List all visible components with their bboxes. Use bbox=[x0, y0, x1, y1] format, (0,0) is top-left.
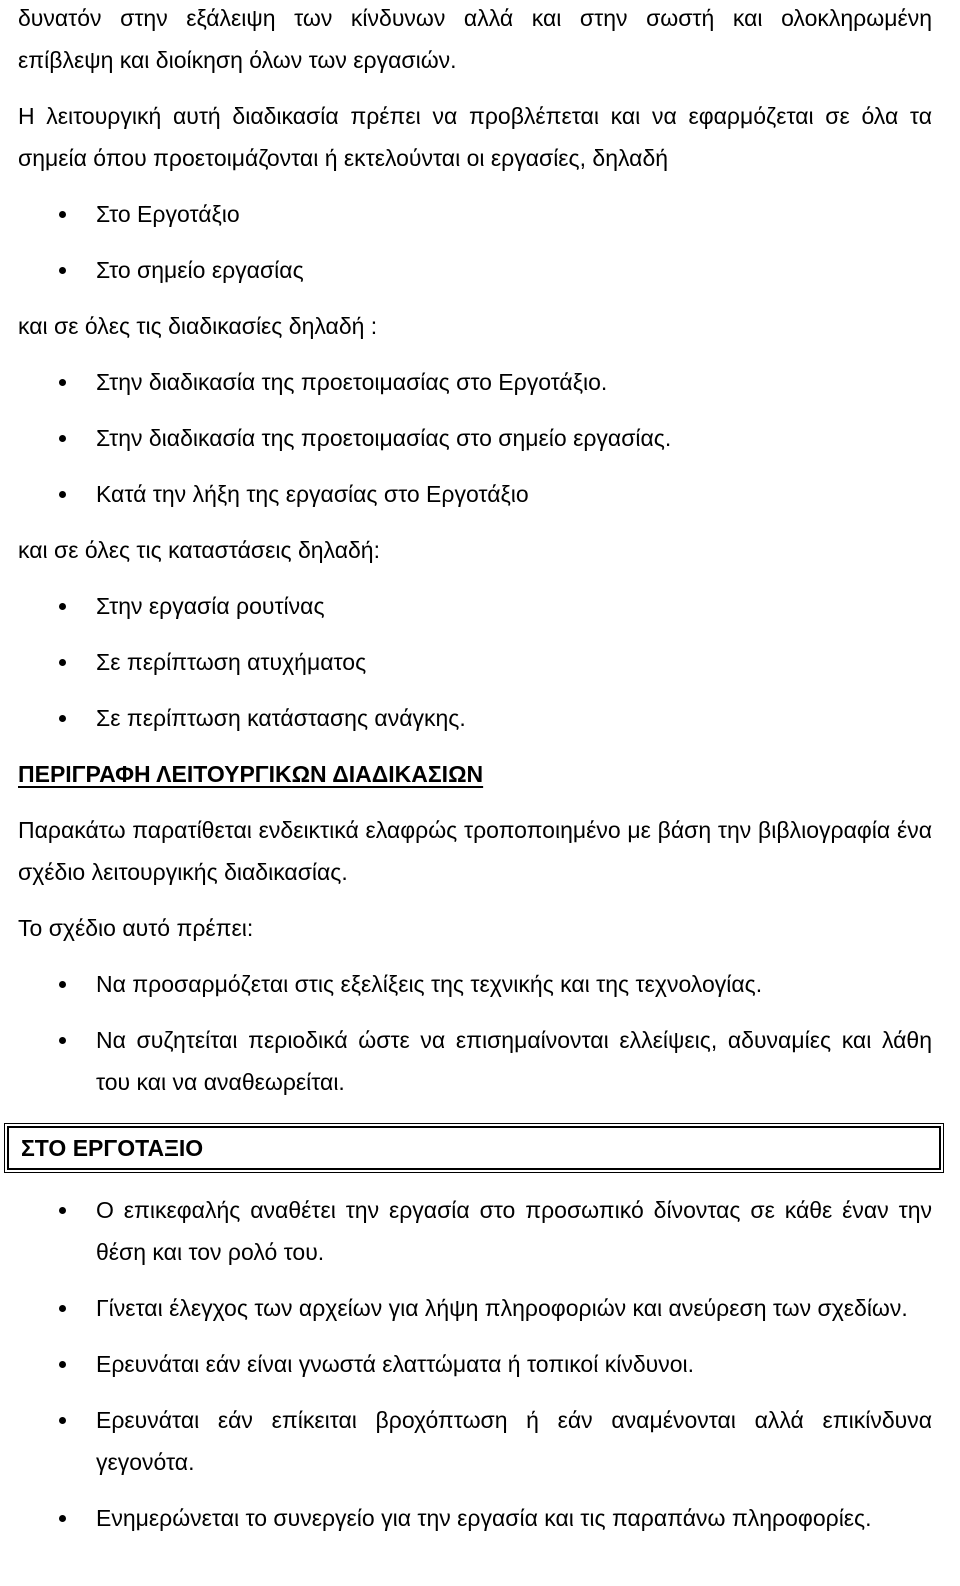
situations-list bbox=[18, 585, 932, 739]
bullet-icon bbox=[59, 267, 66, 274]
situations-intro: και σε όλες τις καταστάσεις δηλαδή: bbox=[18, 537, 380, 563]
plan-intro: Το σχέδιο αυτό πρέπει: bbox=[18, 915, 254, 941]
list-item: Στο Εργοτάξιο bbox=[18, 193, 932, 235]
site-list bbox=[18, 1189, 932, 1539]
list-item: Στην διαδικασία της προετοιμασίας στο Εργοτάξιο. bbox=[18, 361, 932, 403]
intro-line-1: δυνατόν στην εξάλειψη των κίνδυνων αλλά και στην σωστή και ολοκληρωμένη bbox=[18, 5, 932, 31]
paragraph-points: Η λειτουργική αυτή διαδικασία πρέπει να προβλέπεται και να εφαρμόζεται σε όλα τα σημεία όπου προετοιμάζονται ή εκτελούνται οι εργασίες, δηλαδή bbox=[18, 103, 932, 171]
intro-line-2: επίβλεψη και διοίκηση όλων των εργασιών. bbox=[18, 47, 457, 73]
bullet-icon bbox=[59, 1037, 66, 1044]
section-paragraph: Παρακάτω παρατίθεται ενδεικτικά ελαφρώς τροποποιημένο με βάση την βιβλιογραφία ένα σχέδιο λειτουργικής διαδικασίας. bbox=[18, 817, 932, 885]
bullet-icon bbox=[59, 1207, 66, 1214]
list-item: Ερευνάται εάν είναι γνωστά ελαττώματα ή τοπικοί κίνδυνοι. bbox=[18, 1343, 932, 1385]
section-heading: ΠΕΡΙΓΡΑΦΗ ΛΕΙΤΟΥΡΓΙΚΩΝ ΔΙΑΔΙΚΑΣΙΩΝ bbox=[18, 761, 484, 787]
list-item: Σε περίπτωση ατυχήματος bbox=[18, 641, 932, 683]
bullet-icon bbox=[59, 1361, 66, 1368]
bullet-icon bbox=[59, 715, 66, 722]
list-item: Ο επικεφαλής αναθέτει την εργασία στο προσωπικό δίνοντας σε κάθε έναν την θέση και τον ρολό του. bbox=[18, 1189, 932, 1273]
bullet-icon bbox=[59, 1515, 66, 1522]
list-item: Γίνεται έλεγχος των αρχείων για λήψη πληροφοριών και ανεύρεση των σχεδίων. bbox=[18, 1287, 932, 1329]
bullet-icon bbox=[59, 491, 66, 498]
list-item: Στο σημείο εργασίας bbox=[18, 249, 932, 291]
list-item: Στην εργασία ρουτίνας bbox=[18, 585, 932, 627]
bullet-icon bbox=[59, 981, 66, 988]
list-item: Να προσαρμόζεται στις εξελίξεις της τεχνικής και της τεχνολογίας. bbox=[18, 963, 932, 1005]
list-item: Να συζητείται περιοδικά ώστε να επισημαίνονται ελλείψεις, αδυναμίες και λάθη του και να αναθεωρείται. bbox=[18, 1019, 932, 1103]
procedures-intro: και σε όλες τις διαδικασίες δηλαδή : bbox=[18, 313, 378, 339]
list-item: Στην διαδικασία της προετοιμασίας στο σημείο εργασίας. bbox=[18, 417, 932, 459]
document-page bbox=[18, 0, 932, 1539]
list-item: Ενημερώνεται το συνεργείο για την εργασία και τις παραπάνω πληροφορίες. bbox=[18, 1497, 932, 1539]
list-item: Ερευνάται εάν επίκειται βροχόπτωση ή εάν αναμένονται αλλά επικίνδυνα γεγονότα. bbox=[18, 1399, 932, 1483]
bullet-icon bbox=[59, 435, 66, 442]
bullet-icon bbox=[59, 1305, 66, 1312]
list-item: Σε περίπτωση κατάστασης ανάγκης. bbox=[18, 697, 932, 739]
procedures-list bbox=[18, 361, 932, 515]
plan-list bbox=[18, 963, 932, 1103]
bullet-icon bbox=[59, 211, 66, 218]
list-item: Κατά την λήξη της εργασίας στο Εργοτάξιο bbox=[18, 473, 932, 515]
bullet-icon bbox=[59, 603, 66, 610]
site-heading: ΣΤΟ ΕΡΓΟΤΑΞΙΟ bbox=[7, 1126, 941, 1170]
site-heading-box bbox=[4, 1123, 944, 1173]
bullet-icon bbox=[59, 1417, 66, 1424]
bullet-icon bbox=[59, 379, 66, 386]
bullet-icon bbox=[59, 659, 66, 666]
points-list bbox=[18, 193, 932, 291]
